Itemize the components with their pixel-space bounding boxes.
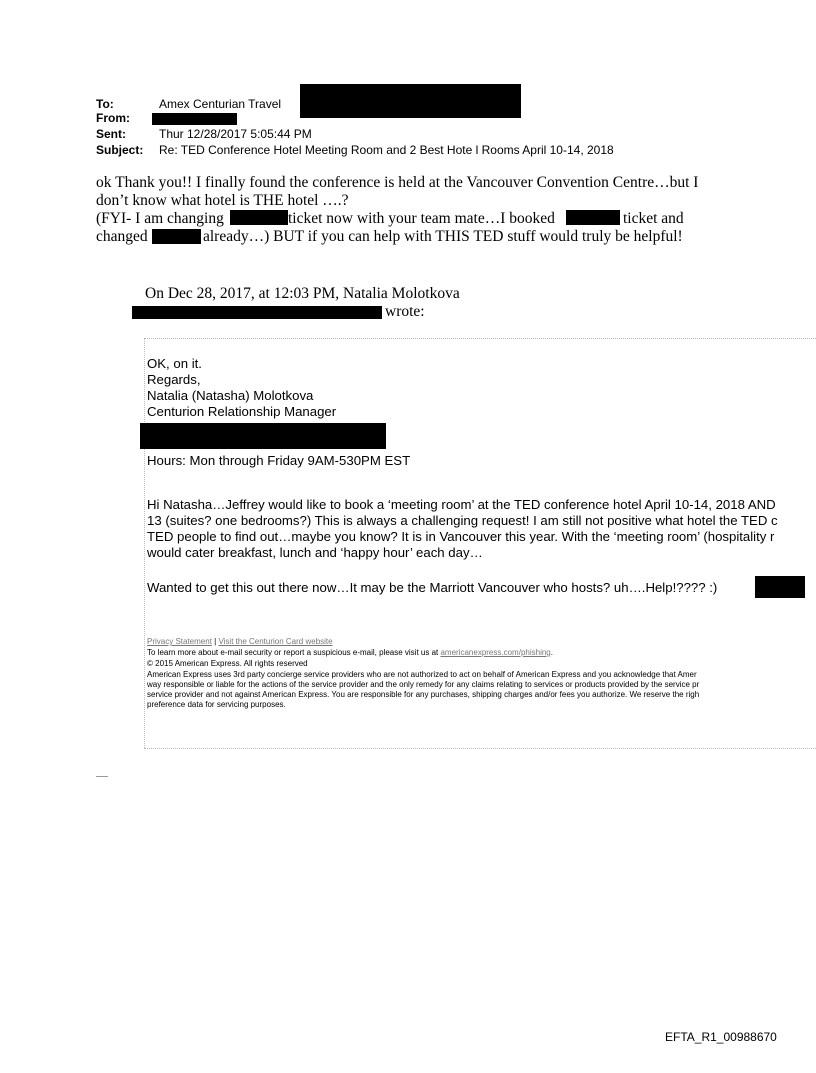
quoted-line-1: OK, on it.: [147, 356, 202, 371]
footer-copyright: © 2015 American Express. All rights reserved: [147, 659, 308, 668]
to-label: To:: [96, 97, 114, 111]
reply-line-4a: changed: [96, 228, 148, 245]
reply-line-3c: ticket and: [623, 210, 684, 227]
redaction-from: [152, 113, 237, 125]
redaction-signature: [755, 576, 805, 598]
quoted-line-4: Centurion Relationship Manager: [147, 404, 337, 419]
quoted-line-2: Regards,: [147, 372, 201, 387]
footer-security-line: [147, 648, 553, 657]
centurion-website-link[interactable]: Visit the Centurion Card website: [218, 637, 333, 646]
privacy-statement-link[interactable]: Privacy Statement: [147, 637, 212, 646]
quoted-p1-line-1: Hi Natasha…Jeffrey would like to book a ‘meeting room’ at the TED conference hotel April 10-14, 2018 AND: [147, 497, 776, 512]
from-label: From:: [96, 111, 130, 125]
sent-value: Thur 12/28/2017 5:05:44 PM: [159, 127, 312, 141]
redaction-name-3: [152, 229, 201, 244]
footer-security-text: To learn more about e-mail security or report a suspicious e-mail, please visit us at: [147, 648, 441, 657]
footer-legal-1: American Express uses 3rd party concierge service providers who are not authorized to act on behalf of American Express and you acknowledge that Amer: [147, 670, 697, 679]
sent-label: Sent:: [96, 127, 126, 141]
document-id: EFTA_R1_00988670: [665, 1030, 777, 1044]
quoted-p2: Wanted to get this out there now…It may be the Marriott Vancouver who hosts? uh….Help!???? :): [147, 580, 718, 595]
footer-links: [147, 637, 333, 646]
redaction-to-address: [300, 84, 521, 118]
redaction-contact-info: [140, 423, 386, 449]
phishing-link[interactable]: americanexpress.com/phishing: [440, 648, 551, 657]
quote-border-bottom: [144, 748, 816, 749]
reply-line-3a: (FYI- I am changing: [96, 210, 224, 227]
reply-line-3b: ticket now with your team mate…I booked: [288, 210, 555, 227]
footer-legal-3: service provider and not against American Express. You are responsible for any purchases, shipping charges and/or fees you authorize. We reserve the righ: [147, 690, 700, 699]
subject-value: Re: TED Conference Hotel Meeting Room and 2 Best Hote l Rooms April 10-14, 2018: [159, 143, 614, 157]
quoted-line-3: Natalia (Natasha) Molotkova: [147, 388, 314, 403]
quote-border-top: [144, 338, 816, 339]
quoted-p1-line-4: would cater breakfast, lunch and ‘happy hour’ each day…: [147, 545, 483, 560]
quote-border-left: [144, 338, 145, 748]
redaction-name-1: [230, 210, 288, 225]
reply-line-1: ok Thank you!! I finally found the conference is held at the Vancouver Convention Centre…but I: [96, 174, 699, 191]
footer-legal-2: way responsible or liable for the actions of the service provider and the only remedy for any claims relating to services or products provided by the service pr: [147, 680, 700, 689]
subject-label: Subject:: [96, 143, 144, 157]
redaction-sender-email: [132, 306, 382, 319]
quote-intro-wrote: wrote:: [385, 303, 425, 320]
quote-intro-line: On Dec 28, 2017, at 12:03 PM, Natalia Molotkova: [145, 285, 460, 302]
redaction-name-2: [566, 210, 620, 225]
footer-security-end: .: [550, 648, 553, 657]
footer-link-separator: |: [211, 637, 219, 646]
quoted-p1-line-2: 13 (suites? one bedrooms?) This is always a challenging request! I am still not positive what hotel the TED c: [147, 513, 778, 528]
quoted-p1-line-3: TED people to find out…maybe you know? It is in Vancouver this year. With the ‘meeting room’ (hospitality r: [147, 529, 775, 544]
footer-legal-4: preference data for servicing purposes.: [147, 700, 286, 709]
page-mark: [96, 776, 108, 777]
reply-line-2: don’t know what hotel is THE hotel ….?: [96, 192, 349, 209]
quoted-hours: Hours: Mon through Friday 9AM-530PM EST: [147, 453, 411, 468]
reply-line-4b: already…) BUT if you can help with THIS TED stuff would truly be helpful!: [203, 228, 683, 245]
to-value: Amex Centurian Travel: [159, 97, 282, 111]
